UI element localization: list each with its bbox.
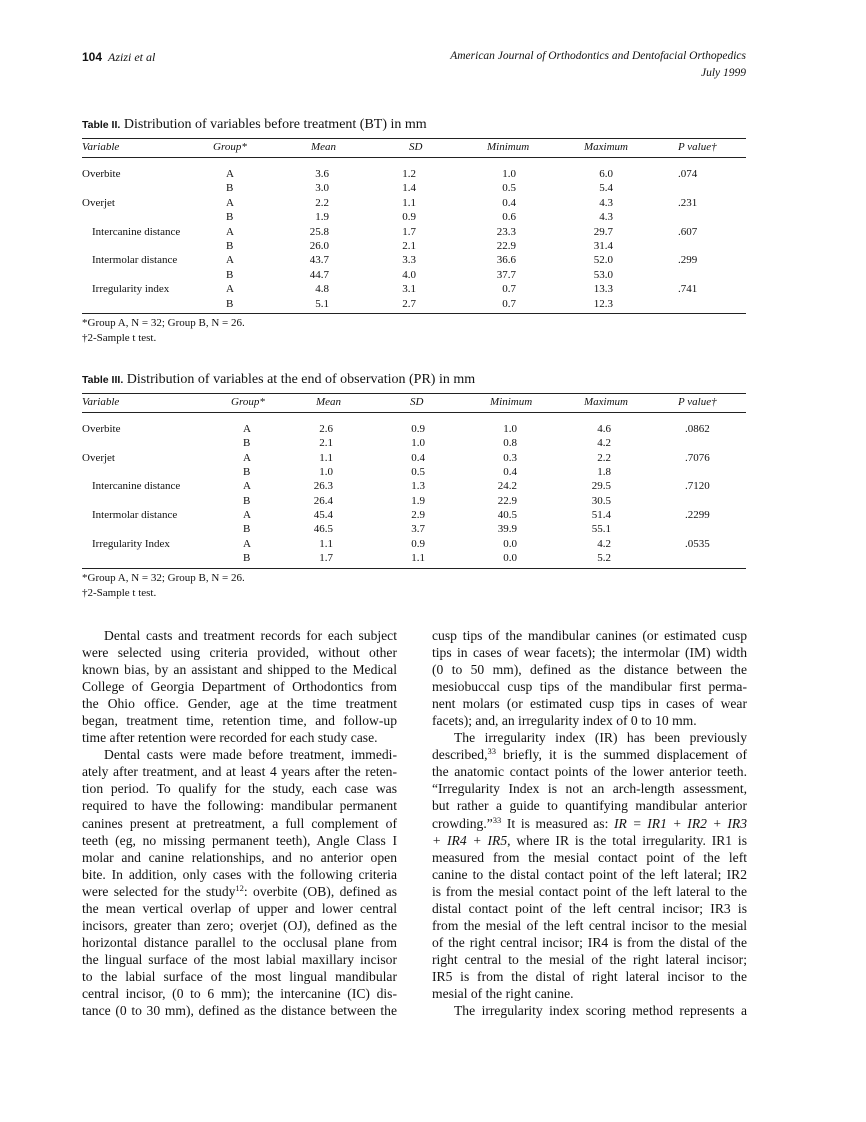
- text-line: mesial of the right canine.: [432, 985, 574, 1001]
- text-line: incisors, greater than zero; overjet (OJ), defined as the: [82, 917, 397, 933]
- table-cell: 55.1: [591, 523, 611, 536]
- table-cell: 1.0: [411, 437, 425, 450]
- column-header: Minimum: [490, 396, 533, 408]
- table-cell: 3.7: [411, 523, 425, 536]
- table-caption: Distribution of variables before treatment (BT) in mm: [120, 117, 427, 132]
- table-footnote: †2-Sample t test.: [82, 587, 157, 599]
- text-line: Dental casts were made before treatment, immedi-: [104, 747, 397, 763]
- table-cell: 45.4: [313, 509, 333, 522]
- table-cell: A: [226, 168, 234, 180]
- text-line: right central to the mesial of the right lateral incisor;: [432, 951, 747, 967]
- table-cell: 53.0: [593, 268, 613, 281]
- column-header: Variable: [82, 396, 120, 408]
- text-run: briefly, it is the summed displacement of: [495, 747, 747, 763]
- text-run: , where IR is the total irregularity. IR1 is: [507, 832, 747, 848]
- row-variable: Intercanine distance: [92, 480, 181, 493]
- text-line: “Irregularity Index is not an arch-length assessment,: [432, 781, 747, 797]
- table-cell: 29.5: [591, 480, 611, 493]
- table-cell: 12.3: [593, 297, 613, 310]
- citation-ref: 33: [492, 814, 502, 825]
- text-line: distal contact point of the left central incisor; IR3 is: [432, 900, 747, 916]
- citation-ref: 12: [235, 882, 244, 893]
- table-cell: B: [243, 494, 251, 507]
- row-variable: Intermolar distance: [92, 254, 178, 267]
- text-line: the mean vertical overlap of upper and lower central: [82, 900, 397, 916]
- column-header: Mean: [316, 396, 342, 408]
- text-run: IR = IR1 + IR2 + IR3: [613, 815, 747, 831]
- text-line: required to have the following: mandibular permanent: [82, 798, 397, 814]
- text-line: the anatomic contact points of the lower anterior teeth.: [432, 764, 747, 780]
- table-footnote: *Group A, N = 32; Group B, N = 26.: [82, 317, 245, 329]
- table-cell: 0.5: [502, 182, 516, 195]
- table-cell: 39.9: [497, 523, 517, 536]
- table-cell: A: [226, 225, 234, 238]
- table-cell: 1.3: [411, 480, 425, 493]
- text-line: the Ohio office. Gender, age at the time treatment: [82, 696, 397, 712]
- table-rule: [82, 313, 746, 314]
- table-cell: 4.6: [597, 423, 611, 435]
- table-cell: 51.4: [591, 509, 611, 522]
- table-cell: B: [226, 211, 234, 224]
- table-footnote: †2-Sample t test.: [82, 332, 157, 344]
- table-cell: 1.0: [503, 423, 517, 435]
- table-rule: [82, 412, 746, 413]
- table-cell: A: [243, 509, 251, 522]
- table-cell: 1.0: [319, 466, 333, 479]
- text-line: Dental casts and treatment records for each subject: [104, 628, 397, 643]
- table-cell: A: [226, 283, 234, 296]
- table-cell: 0.4: [411, 451, 425, 464]
- table-cell: 23.3: [496, 225, 516, 238]
- text-line: time after retention were recorded for each study case.: [82, 730, 378, 746]
- journal-title: American Journal of Orthodontics and Dentofacial Orthopedics: [450, 50, 746, 62]
- table-cell: 52.0: [593, 254, 613, 267]
- table-cell: .741: [678, 283, 698, 296]
- table-cell: 30.5: [591, 494, 611, 507]
- table-cell: B: [243, 466, 251, 479]
- table-cell: 22.9: [497, 494, 517, 507]
- text-line: but rather a guide to quantifying mandibular anterior: [432, 798, 747, 814]
- text-run: + IR4 + IR5: [432, 832, 508, 848]
- row-variable: Overjet: [82, 196, 115, 209]
- table-cell: 4.0: [402, 268, 416, 281]
- table-cell: 1.1: [319, 451, 333, 464]
- column-header: Maximum: [584, 141, 628, 153]
- table-cell: 0.0: [503, 552, 517, 565]
- column-header: Group*: [231, 396, 265, 408]
- table-cell: 1.9: [315, 211, 329, 224]
- text-line: tips in cases of wear facets); the intermolar (IM) width: [432, 645, 747, 661]
- table-title: [82, 372, 475, 388]
- table-cell: B: [243, 552, 251, 565]
- row-variable: Overbite: [82, 423, 121, 435]
- row-variable: Intercanine distance: [92, 225, 181, 238]
- table-cell: 31.4: [593, 240, 613, 252]
- text-line: to the labial surface of the most lingual mandibular: [82, 968, 397, 984]
- text-line: tion period. To qualify for the study, each case was: [82, 781, 397, 797]
- page-number: 104: [82, 50, 103, 64]
- text-line: horizontal distance parallel to the occlusal plane from: [82, 934, 397, 950]
- table-cell: 0.9: [411, 423, 425, 435]
- table-label: Table II.: [82, 119, 121, 131]
- table-cell: 3.1: [402, 283, 416, 296]
- table-cell: 0.8: [503, 437, 517, 450]
- table-cell: A: [226, 254, 234, 267]
- table-cell: 0.4: [503, 466, 517, 479]
- table-cell: 1.7: [402, 225, 416, 238]
- table-cell: 2.1: [319, 437, 333, 450]
- text-line: IR5 is from the distal of right lateral incisor to the: [432, 968, 747, 984]
- table-cell: 1.9: [411, 494, 425, 507]
- table-rule: [82, 157, 746, 158]
- table-cell: 4.3: [599, 211, 613, 224]
- table-cell: B: [226, 182, 234, 195]
- row-variable: Overjet: [82, 451, 115, 464]
- table-cell: 0.7: [502, 297, 516, 310]
- text-line: teeth (eg, no missing permanent teeth), Angle Class I: [82, 832, 397, 848]
- issue-date: July 1999: [700, 67, 746, 79]
- table-cell: 25.8: [309, 225, 329, 238]
- text-line: of the right central incisor; IR4 is from the distal of the: [432, 934, 747, 950]
- text-line: known bias, by an assistant and shipped to the Medical: [82, 662, 397, 678]
- text-line: the lingual surface of the most labial maxillary incisor: [82, 951, 397, 967]
- table-cell: 3.0: [315, 182, 329, 195]
- table-caption: Distribution of variables at the end of observation (PR) in mm: [123, 372, 476, 387]
- table-cell: 2.1: [402, 240, 416, 252]
- table-cell: 26.3: [313, 480, 333, 493]
- table-cell: 6.0: [599, 168, 613, 180]
- table-cell: 37.7: [496, 268, 516, 281]
- table-cell: 44.7: [309, 268, 329, 281]
- table-cell: .0535: [685, 537, 710, 550]
- table-cell: 2.7: [402, 297, 416, 310]
- table-cell: 40.5: [497, 509, 517, 522]
- table-footnote: *Group A, N = 32; Group B, N = 26.: [82, 572, 245, 584]
- table-cell: A: [243, 537, 251, 550]
- table-cell: 1.1: [402, 196, 416, 209]
- table-cell: 36.6: [496, 254, 516, 267]
- table-rule: [82, 138, 746, 139]
- table-cell: 0.4: [502, 196, 516, 209]
- table-cell: .2299: [685, 509, 710, 522]
- column-header: P value†: [678, 396, 717, 408]
- table-cell: 2.2: [315, 196, 329, 209]
- text-line: measured from the mesial contact point of the left: [432, 849, 747, 865]
- table-cell: .299: [678, 254, 698, 267]
- table-cell: 29.7: [593, 225, 613, 238]
- table-cell: .7120: [685, 480, 710, 493]
- text-line: nent molars (or estimated cusp tips in cases of wear: [432, 696, 747, 712]
- table-cell: 0.9: [411, 537, 425, 550]
- table-cell: 1.7: [319, 552, 333, 565]
- table-cell: 22.9: [496, 240, 516, 252]
- table-title: [82, 117, 427, 133]
- body-right-column: [432, 627, 747, 1019]
- table-cell: B: [243, 523, 251, 536]
- table-cell: A: [226, 196, 234, 209]
- text-line: [432, 815, 747, 832]
- table-cell: 26.0: [309, 240, 329, 252]
- citation-ref: 33: [487, 746, 496, 757]
- table-cell: A: [243, 451, 251, 464]
- text-run: : overbite (OB), defined as: [243, 883, 397, 899]
- column-header: P value†: [678, 141, 717, 153]
- column-header: SD: [409, 141, 423, 153]
- table-cell: 2.6: [319, 423, 333, 435]
- table-cell: 1.1: [411, 552, 425, 565]
- text-line: began, treatment time, retention time, and follow-up: [82, 713, 397, 729]
- text-line: from the mesial of the left central incisor to the mesial: [432, 917, 747, 933]
- row-variable: Irregularity Index: [92, 537, 170, 550]
- text-line: The irregularity index scoring method represents a: [454, 1003, 747, 1019]
- table-cell: 4.8: [315, 283, 329, 296]
- table-cell: 0.0: [503, 537, 517, 550]
- table-rule: [82, 393, 746, 394]
- column-header: Maximum: [584, 396, 628, 408]
- table-cell: .231: [678, 196, 698, 209]
- table-cell: 0.7: [502, 283, 516, 296]
- text-line: (0 to 50 mm), defined as the distance between the: [432, 662, 747, 678]
- table-cell: 5.1: [315, 297, 329, 310]
- table-cell: B: [226, 268, 234, 281]
- text-line: canines present at pretreatment, a full complement of: [82, 815, 397, 831]
- table-cell: 5.4: [599, 182, 613, 195]
- table-cell: 4.2: [597, 537, 611, 550]
- text-run: crowding.”: [432, 815, 493, 831]
- text-line: tance (0 to 30 mm), defined as the distance between the: [82, 1003, 397, 1019]
- table-cell: 46.5: [313, 523, 333, 536]
- text-run: It is measured as:: [501, 815, 614, 831]
- table-cell: 1.2: [402, 168, 416, 180]
- table-cell: 1.1: [319, 537, 333, 550]
- table-cell: 3.6: [315, 168, 329, 180]
- table-cell: 26.4: [313, 494, 333, 507]
- text-line: cusp tips of the mandibular canines (or estimated cusp: [432, 628, 747, 643]
- table-cell: 13.3: [593, 283, 613, 296]
- column-header: Mean: [311, 141, 337, 153]
- text-line: facets); and, an irregularity index of 0 to 10 mm.: [432, 713, 697, 729]
- table-cell: 3.3: [402, 254, 416, 267]
- table-cell: 24.2: [497, 480, 517, 493]
- table-cell: .074: [678, 168, 698, 180]
- table-cell: 4.3: [599, 196, 613, 209]
- text-line: were selected using criteria provided, without other: [82, 645, 397, 661]
- table-cell: B: [243, 437, 251, 450]
- table-cell: .7076: [685, 451, 710, 464]
- table-cell: .0862: [685, 423, 710, 435]
- table-cell: 5.2: [597, 552, 611, 565]
- text-line: mesiobuccal cusp tips of the mandibular first perma-: [432, 679, 747, 695]
- text-line: is from the mesial contact point of the left lateral to the: [432, 883, 747, 899]
- table-cell: 4.2: [597, 437, 611, 450]
- text-line: The irregularity index (IR) has been previously: [454, 730, 747, 746]
- text-line: molar and canine relationships, and no anterior open: [82, 849, 397, 865]
- text-line: [82, 883, 397, 900]
- row-variable: Irregularity index: [92, 283, 170, 296]
- table-cell: A: [243, 480, 251, 493]
- table-cell: 1.0: [502, 168, 516, 180]
- table-cell: A: [243, 423, 251, 435]
- text-line: [432, 746, 747, 763]
- table-cell: 0.3: [503, 451, 517, 464]
- table-cell: 1.8: [597, 466, 611, 479]
- table-cell: 43.7: [309, 254, 329, 267]
- running-authors: Azizi et al: [108, 50, 156, 64]
- text-line: central incisor, (0 to 6 mm); the intercanine (IC) dis-: [82, 985, 397, 1001]
- row-variable: Overbite: [82, 168, 121, 180]
- table-rule: [82, 568, 746, 569]
- table-cell: B: [226, 240, 234, 252]
- table-cell: 2.9: [411, 509, 425, 522]
- text-line: bite. In addition, only cases with the following criteria: [82, 866, 397, 882]
- text-line: College of Georgia Department of Orthodontics from: [82, 679, 397, 695]
- column-header: Group*: [213, 141, 247, 153]
- text-line: [432, 832, 747, 849]
- row-variable: Intermolar distance: [92, 509, 178, 522]
- body-left-column: [82, 627, 397, 1019]
- table-cell: 0.5: [411, 466, 425, 479]
- text-run: described,: [432, 747, 488, 763]
- table-cell: 0.9: [402, 211, 416, 224]
- table-cell: .607: [678, 225, 698, 238]
- text-line: canine to the distal contact point of the left lateral; IR2: [432, 866, 747, 882]
- table-label: Table III.: [82, 374, 124, 386]
- column-header: Minimum: [487, 141, 530, 153]
- table-cell: 1.4: [402, 182, 416, 195]
- text-run: were selected for the study: [82, 883, 236, 899]
- table-cell: B: [226, 297, 234, 310]
- table-cell: 0.6: [502, 211, 516, 224]
- column-header: SD: [410, 396, 424, 408]
- column-header: Variable: [82, 141, 120, 153]
- text-line: ately after treatment, and at least 4 years after the reten-: [82, 764, 397, 780]
- table-cell: 2.2: [597, 451, 611, 464]
